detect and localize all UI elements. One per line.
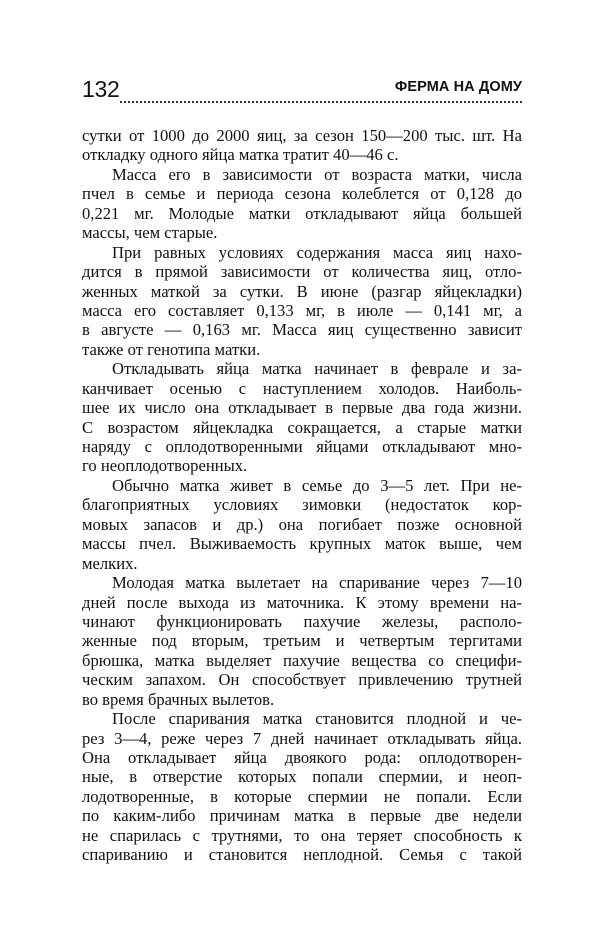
- paragraph: [82, 476, 522, 573]
- text-line: массы пчел. Выживаемость крупных маток выше, чем: [82, 534, 522, 554]
- page-header: [82, 72, 522, 106]
- header-dotted-rule: [120, 101, 522, 103]
- paragraph: [82, 165, 522, 243]
- text-line: Обычно матка живет в семье до 3—5 лет. При не-: [112, 475, 522, 495]
- text-line: спариванию и становится неплодной. Семья с такой: [82, 845, 522, 865]
- text-line: мовых запасов и др.) она погибает позже основной: [82, 514, 522, 534]
- text-line: С возрастом яйцекладка сокращается, а старые матки: [82, 417, 522, 437]
- text-line: сутки от 1000 до 2000 яиц, за сезон 150—200 тыс. шт. На: [82, 126, 522, 145]
- text-line: ческим запахом. Он способствует привлечению трутней: [82, 670, 522, 690]
- text-line: Откладывать яйца матка начинает в феврале и за-: [112, 359, 522, 379]
- text-line: в августе — 0,163 мг. Масса яиц существенно зависит: [82, 320, 522, 340]
- text-line: Масса его в зависимости от возраста матки, числа: [112, 164, 522, 184]
- text-line: наряду с оплодотворенными яйцами откладывают мно-: [82, 437, 522, 456]
- text-line: дней после выхода из маточника. К этому времени на-: [82, 592, 522, 612]
- text-line: шее их число она откладывает в первые два года жизни.: [82, 398, 522, 418]
- text-line: масса его составляет 0,133 мг, в июле — 0,141 мг, а: [82, 300, 522, 320]
- paragraph: [82, 126, 522, 165]
- paragraph: [82, 243, 522, 360]
- text-body: [82, 126, 522, 865]
- text-line: во время брачных вылетов.: [82, 689, 275, 709]
- text-line: го неоплодотворенных.: [82, 456, 248, 476]
- page-number: 132: [82, 76, 120, 102]
- paragraph: [82, 573, 522, 709]
- text-line: ные, в отверстие которых попали спермии, и неоп-: [82, 767, 522, 787]
- paragraph: [82, 359, 522, 476]
- text-line: мелких.: [82, 553, 138, 573]
- text-line: женных маткой за сутки. В июне (разгар яйцекладки): [82, 281, 522, 301]
- text-line: брюшка, матка выделяет пахучие вещества со специфи-: [82, 650, 522, 670]
- running-title: ФЕРМА НА ДОМУ: [394, 79, 522, 95]
- text-line: При равных условиях содержания масса яиц нахо-: [112, 242, 522, 262]
- text-line: чинают функционировать пахучие железы, располо-: [82, 611, 522, 631]
- text-line: благоприятных условиях зимовки (недостаток кор-: [82, 495, 522, 515]
- paragraph: [82, 709, 522, 865]
- text-line: не спарилась с трутнями, то она теряет способность к: [82, 825, 522, 845]
- text-line: 0,221 мг. Молодые матки откладывают яйца большей: [82, 203, 522, 223]
- text-line: После спаривания матка становится плодной и че-: [112, 709, 522, 729]
- text-line: дится в прямой зависимости от количества яиц, отло-: [82, 262, 522, 282]
- text-line: Она откладывает яйца двоякого рода: оплодотворен-: [82, 748, 522, 767]
- text-line: женные под вторым, третьим и четвертым тергитами: [82, 631, 522, 651]
- text-line: откладку одного яйца матка тратит 40—46 с.: [82, 145, 399, 165]
- text-line: канчивает осенью с наступлением холодов. Наиболь-: [82, 378, 522, 398]
- text-line: рез 3—4, реже через 7 дней начинает откладывать яйца.: [82, 728, 522, 748]
- text-line: массы, чем старые.: [82, 223, 218, 243]
- text-line: по каким-либо причинам матка в первые две недели: [82, 806, 522, 826]
- text-line: пчел в семье и периода сезона колеблется от 0,128 до: [82, 184, 522, 204]
- text-line: также от генотипа матки.: [82, 339, 261, 359]
- text-line: лодотворенные, в которые спермии не попали. Если: [82, 786, 522, 806]
- text-line: Молодая матка вылетает на спаривание через 7—10: [112, 573, 522, 593]
